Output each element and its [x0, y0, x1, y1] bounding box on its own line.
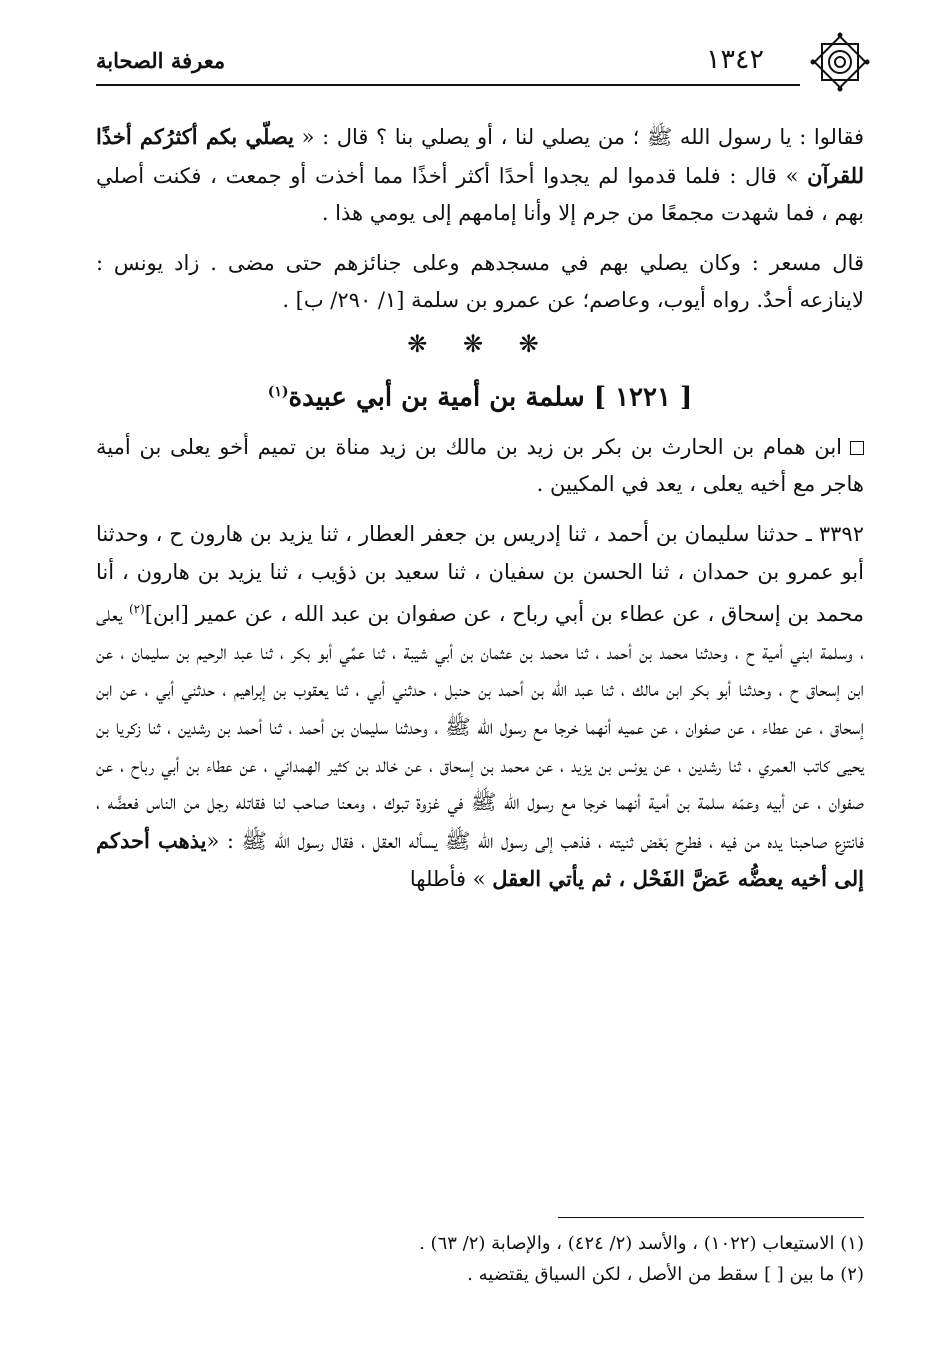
hadith-quote-1: يصلّي بكم أكثرُكم أخذًا للقرآن — [96, 124, 864, 188]
main-text — [96, 118, 864, 899]
footnote-rule — [558, 1217, 864, 1218]
paragraph-1: فقالوا : يا رسول الله ﷺ ؛ من يصلي لنا ، أو يصلي بنا ؟ قال : « يصلّي بكم أكثرُكم أخذًا للقرآن » قال : فلما قدموا لم يجدوا أحدًا أكثر أخذًا مما أخذت أو جمعت ، فكنت أصلي بهم ، فما شهدت مجمعًا من جرم إلا وأنا إمامهم إلى يومي هذا . — [96, 124, 865, 226]
paragraph-2: قال مسعر : وكان يصلي بهم في مسجدهم وعلى جنائزهم حتى مضى . زاد يونس : لاينازعه أحدٌ. رواه أيوب، وعاصم؛ عن عمرو بن سلمة [١/ ٢٩٠/ ب] . — [96, 250, 864, 313]
star-rosette-icon — [808, 30, 872, 94]
footnotes — [164, 1228, 864, 1290]
section-separator: ❋ ❋ ❋ — [407, 329, 553, 358]
footnote-ref-1: (١) — [267, 383, 289, 400]
hadith-paragraph: ٣٣٩٢ ـ حدثنا سليمان بن أحمد ، ثنا إدريس بن جعفر العطار ، ثنا يزيد بن هارون ح ، وحدثنا أبو عمرو بن حمدان ، ثنا الحسن بن سفيان ، ثنا سعيد بن ذؤيب ، ثنا يزيد بن هارون ، أنا محمد بن إسحاق ، عن عطاء بن أبي رباح ، عن صفوان بن عبد الله ، عن عمير [ابن]$^{(٢)}$ يعلى ، وسلمة ابني أمية ح ، وحدثنا محمد بن أحمد ، ثنا محمد بن عثمان بن أبي شيبة ، ثنا عمِّي أبو بكر ، ثنا عبد الرحيم بن سليمان ، عن ابن إسحاق ح ، وحدثنا أبو بكر ابن مالك ، ثنا عبد الله بن أحمد بن حنبل ، حدثني أبي ، ثنا يعقوب بن إبراهيم ، حدثني أبي ، عن ابن إسحاق ، عن عطاء ، عن صفوان ، عن عميه أنهما خرجا مع رسول الله ﷺ ، وحدثنا سليمان بن أحمد ، ثنا أحمد بن رشدين ، ثنا زكريا بن يحيى كاتب العمري ، ثنا رشدين ، عن يونس بن يزيد ، عن محمد بن إسحاق ، عن خالد بن كثير الهمداني ، عن عطاء بن أبي رباح ، عن صفوان ، عن أبيه وعمّه سلمة بن أمية أنهما خرجا مع رسول الله ﷺ في غزوة تبوك ، ومعنا صاحب لنا فقاتله رجل من الناس فعضَّه ، فانتزع صاحبنا يده من فيه ، فطرح بَعْض ثنيته ، فذهب إلى رسول الله ﷺ يسأله العقل ، فقال رسول الله ﷺ : «يذهب أحدكم إلى أخيه يعضُّه عَضَّ الفَحْل ، ثم يأتي العقل » فأطلها — [96, 522, 864, 892]
page-number: ١٣٤٢ — [705, 44, 764, 75]
footnote-ref-2: (٢) — [128, 602, 145, 617]
footnote-1: (١) الاستيعاب (١٠٢٢) ، والأسد (٢/ ٤٢٤) ، والإصابة (٢/ ٦٣) . — [419, 1233, 864, 1254]
running-title: معرفة الصحابة — [96, 48, 226, 73]
square-bullet-icon — [850, 441, 864, 455]
hadith-quote-2: يذهب أحدكم إلى أخيه يعضُّه عَضَّ الفَحْل ، ثم يأتي العقل — [96, 827, 864, 892]
header-rule — [96, 84, 800, 86]
entry-intro: ابن همام بن الحارث بن بكر بن زيد بن مالك بن زيد مناة بن تميم أخو يعلى بن أمية هاجر مع أخيه يعلى ، يعد في المكيين . — [96, 434, 864, 497]
page-header — [96, 30, 872, 90]
footnote-2: (٢) ما بين [ ] سقط من الأصل ، لكن السياق يقتضيه . — [467, 1264, 864, 1285]
entry-heading: [ ١٢٢١ ] سلمة بن أمية بن أبي عبيدة$^{(١)}$ — [267, 382, 693, 413]
